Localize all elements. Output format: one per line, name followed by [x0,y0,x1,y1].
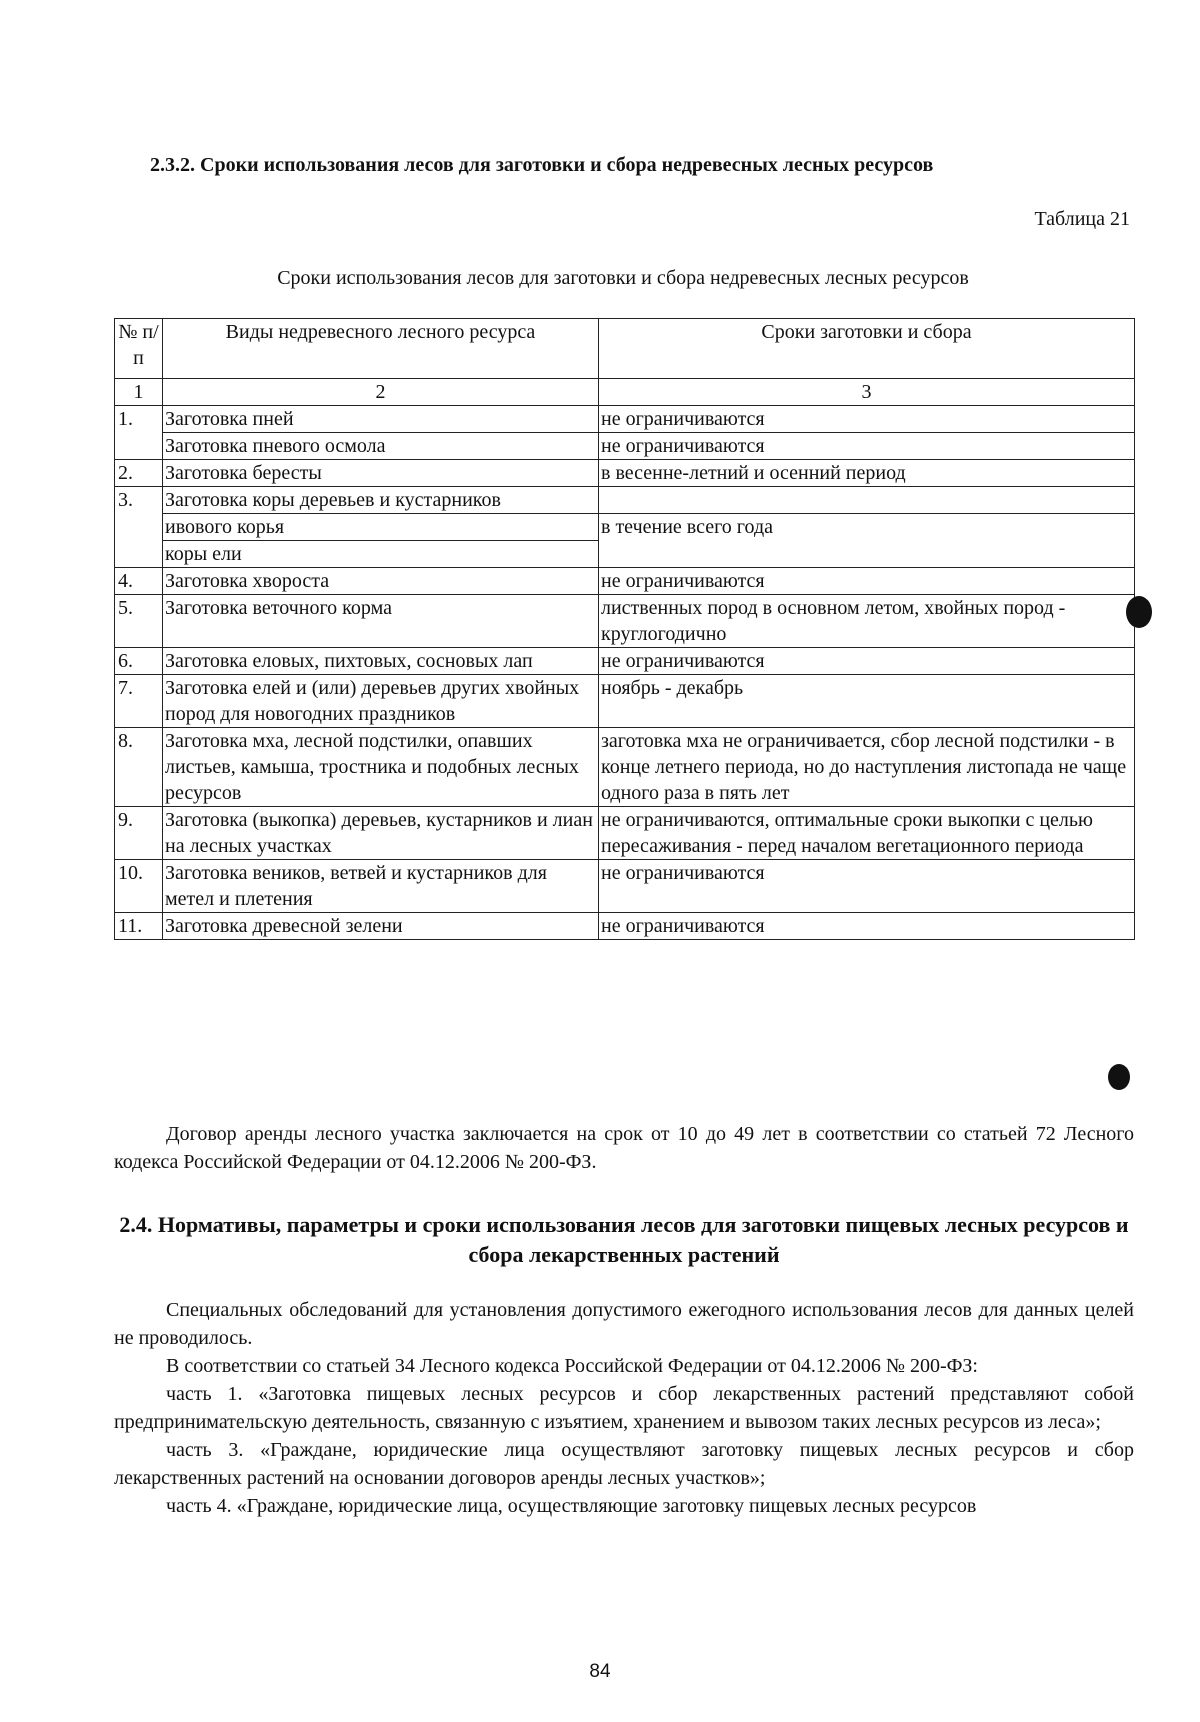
terms-cell: ноябрь - декабрь [599,675,1135,728]
resource-type-cell: Заготовка бересты [163,460,599,487]
table-caption: Сроки использования лесов для заготовки и сбора недревесных лесных ресурсов [277,267,969,289]
table-label: Таблица 21 [1034,208,1130,230]
section-heading-2-4: 2.4. Нормативы, параметры и сроки использования лесов для заготовки пищевых лесных ресурсов и сбора лекарственных растений [119,1212,1129,1267]
section-heading-2-3-2: 2.3.2. Сроки использования лесов для заготовки и сбора недревесных лесных ресурсов [150,154,934,176]
row-number: 5. [115,595,163,648]
page-number: 84 [589,1661,611,1682]
row-number: 4. [115,568,163,595]
row-number: 3. [115,487,163,568]
table-row [115,433,1135,460]
terms-cell: не ограничиваются [599,913,1135,940]
resource-type-cell: Заготовка хвороста [163,568,599,595]
terms-cell: заготовка мха не ограничивается, сбор лесной подстилки - в конце летнего периода, но до наступления листопада не чаще одного раза в пять лет [599,728,1135,807]
table-row [115,728,1135,807]
lease-paragraph-block [114,1120,1134,1176]
table-row [115,514,1135,541]
row-number: 7. [115,675,163,728]
body-paragraph: часть 1. «Заготовка пищевых лесных ресурсов и сбор лекарственных растений представляют собой предпринимательскую деятельность, связанную с изъятием, хранением и вывозом таких лесных ресурсов из леса»; [114,1383,1134,1433]
resource-type-cell: Заготовка еловых, пихтовых, сосновых лап [163,648,599,675]
column-number: 3 [599,379,1135,406]
table-row [115,460,1135,487]
lease-paragraph: Договор аренды лесного участка заключается на срок от 10 до 49 лет в соответствии со статьей 72 Лесного кодекса Российской Федерации от 04.12.2006 № 200-ФЗ. [114,1123,1134,1173]
resource-type-cell: Заготовка пневого осмола [163,433,599,460]
section-2-4-text [114,1296,1134,1520]
terms-cell: не ограничиваются [599,860,1135,913]
column-number: 2 [163,379,599,406]
terms-cell [599,487,1135,514]
resource-type-cell: Заготовка елей и (или) деревьев других хвойных пород для новогодних праздников [163,675,599,728]
table-row [115,487,1135,514]
row-number: 9. [115,807,163,860]
header-resource-type: Виды недревесного лесного ресурса [163,319,599,379]
row-number: 1. [115,406,163,460]
table-row [115,406,1135,433]
terms-cell: не ограничиваются [599,406,1135,433]
row-number: 8. [115,728,163,807]
column-numbers-row [115,379,1135,406]
terms-cell: не ограничиваются, оптимальные сроки выкопки с целью пересаживания - перед началом вегетационного периода [599,807,1135,860]
body-paragraph: часть 3. «Граждане, юридические лица осуществляют заготовку пищевых лесных ресурсов и сбор лекарственных растений на основании договоров аренды лесных участков»; [114,1439,1134,1489]
column-number: 1 [115,379,163,406]
table-row [115,648,1135,675]
table-row [115,807,1135,860]
terms-cell: не ограничиваются [599,568,1135,595]
terms-cell: лиственных пород в основном летом, хвойных пород - круглогодично [599,595,1135,648]
table-row [115,913,1135,940]
terms-cell: в течение всего года [599,514,1135,568]
resource-type-cell: Заготовка веточного корма [163,595,599,648]
row-number: 2. [115,460,163,487]
punch-hole-mark [1126,596,1152,628]
terms-cell: в весенне-летний и осенний период [599,460,1135,487]
resource-type-cell: Заготовка (выкопка) деревьев, кустарников и лиан на лесных участках [163,807,599,860]
terms-cell: не ограничиваются [599,648,1135,675]
resource-type-cell: Заготовка древесной зелени [163,913,599,940]
resource-type-cell: Заготовка мха, лесной подстилки, опавших листьев, камыша, тростника и подобных лесных ресурсов [163,728,599,807]
table-row [115,595,1135,648]
resource-type-cell: Заготовка веников, ветвей и кустарников для метел и плетения [163,860,599,913]
table-row [115,675,1135,728]
punch-hole-mark [1108,1064,1130,1090]
resource-type-cell: ивового корья [163,514,599,541]
terms-cell: не ограничиваются [599,433,1135,460]
row-number: 6. [115,648,163,675]
row-number: 11. [115,913,163,940]
row-number: 10. [115,860,163,913]
resource-type-cell: Заготовка коры деревьев и кустарников [163,487,599,514]
resource-type-cell: коры ели [163,541,599,568]
table-row [115,860,1135,913]
header-terms: Сроки заготовки и сбора [599,319,1135,379]
table-row [115,568,1135,595]
non-timber-resources-table [114,318,1135,940]
body-paragraph: В соответствии со статьей 34 Лесного кодекса Российской Федерации от 04.12.2006 № 200-ФЗ: [166,1355,978,1377]
resource-type-cell: Заготовка пней [163,406,599,433]
header-num: № п/п [115,319,163,379]
body-paragraph: Специальных обследований для установления допустимого ежегодного использования лесов для данных целей не проводилось. [114,1299,1134,1349]
body-paragraph: часть 4. «Граждане, юридические лица, осуществляющие заготовку пищевых лесных ресурсов [166,1495,977,1517]
